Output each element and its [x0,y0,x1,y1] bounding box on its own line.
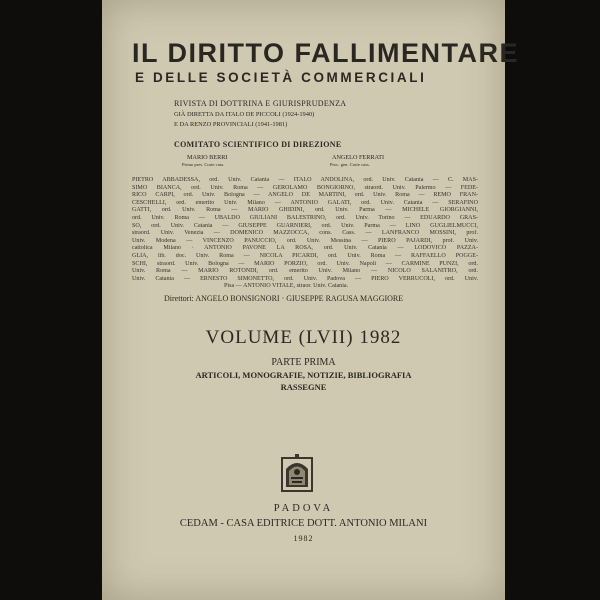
members-line: RICO CARPI, ord. Univ. Bologna — ANGELO DE MARTINI, ord. Univ. Roma — REMO FRAN- [132,192,478,199]
members-line: CESCHELLI, ord. emerito Univ. Milano — ANTONIO GALATI, ord. Univ. Catania — SERAFINO [132,199,478,206]
committee-heading: COMITATO SCIENTIFICO DI DIREZIONE [174,140,342,149]
journal-subtitle: E DELLE SOCIETÀ COMMERCIALI [135,70,427,85]
directors-names: ANGELO BONSIGNORI · GIUSEPPE RAGUSA MAGGIORE [195,294,404,303]
publisher-name: CEDAM - CASA EDITRICE DOTT. ANTONIO MILANI [179,518,428,529]
committee-member-right-name: ANGELO FERRATI [332,154,385,161]
members-line: PIETRO ABBADESSA, ord. Univ. Catania — ITALO ANDOLINA, ord. Univ. Catania — C. MAS- [132,177,478,183]
publisher-year: 1982 [293,534,314,543]
members-line: SO, ord. Univ. Catania — GIUSEPPE GUARNIERI, ord. Univ. Parma — LINO GUGLIELMUCCI, [132,222,478,229]
committee-members-text [132,177,478,291]
journal-title: IL DIRITTO FALLIMENTARE [132,38,519,68]
founder-line-1: GIÀ DIRETTA DA ITALO DE PICCOLI (1924-1940) [174,111,315,118]
members-line: Pisa — ANTONIO VITALE, straor. Univ. Catania. [224,283,349,290]
members-line: GLIA, lib. doc. Univ. Roma — NICOLA PICARDI, ord. Univ. Roma — RAFFAELLO POGGE- [132,252,478,259]
founder-line-2: E DA RENZO PROVINCIALI (1941-1981) [174,121,288,128]
members-line: SIMO BIANCA, ord. Univ. Roma — GEROLAMO BONGIORNO, straord. Univ. Palermo — FEDE- [132,184,478,191]
committee-member-left-role: Primo pres. Corte cass. [182,162,225,167]
members-line: Univ. Roma — MARIO ROTONDI, ord. emerito Univ. Milano — NICOLÒ SALANITRO, ord. [132,268,478,275]
contents-line-1: ARTICOLI, MONOGRAFIE, NOTIZIE, BIBLIOGRAFIA [195,370,412,380]
contents-line-2: RASSEGNE [280,382,327,392]
committee-member-left-name: MARIO BERRI [187,154,228,161]
members-line: cattolica Milano · ANTONIO PAVONE LA ROSA, ord. Univ. Catania — LODOVICO PAZZA- [132,245,478,252]
members-line: GATTI, ord. Univ. Roma — MARIO GHIDINI, ord. Univ. Parma — MICHELE GIORGIANNI, [132,207,478,214]
members-line: Univ. Catania — ERNESTO SIMONETTO, ord. Univ. Padova — PIERO VERRUCOLI, ord. Univ. [132,275,478,282]
members-line: straord. Univ. Venezia — DOMENICO MAZZOCCA, cons. Cass. — LANFRANCO MOSSINI, prof. [132,230,478,237]
members-line: SCHI, straord. Univ. Bologna — MARIO PORZIO, ord. Univ. Napoli — CARMINE PUNZI, ord. [132,260,478,267]
title-page [102,0,519,600]
volume-title: VOLUME (LVII) 1982 [205,327,402,348]
review-line: RIVISTA DI DOTTRINA E GIURISPRUDENZA [174,99,347,108]
committee-member-right-role: Proc. gen. Corte cass. [330,162,370,167]
publisher-emblem-icon [280,453,314,493]
members-line: Univ. Modena — VINCENZO PANUCCIO, ord. Univ. Messina — PIERO PAJARDI, prof. Univ. [132,237,478,244]
volume-part: PARTE PRIMA [271,357,336,368]
directors-line [164,294,403,303]
directors-label: Direttori: [164,294,194,303]
members-line: ord. Univ. Roma — UBALDO GIULIANI BALESTRINO, ord. Univ. Torino — EDUARDO GRAS- [132,214,478,221]
publisher-city: PADOVA [273,503,334,514]
